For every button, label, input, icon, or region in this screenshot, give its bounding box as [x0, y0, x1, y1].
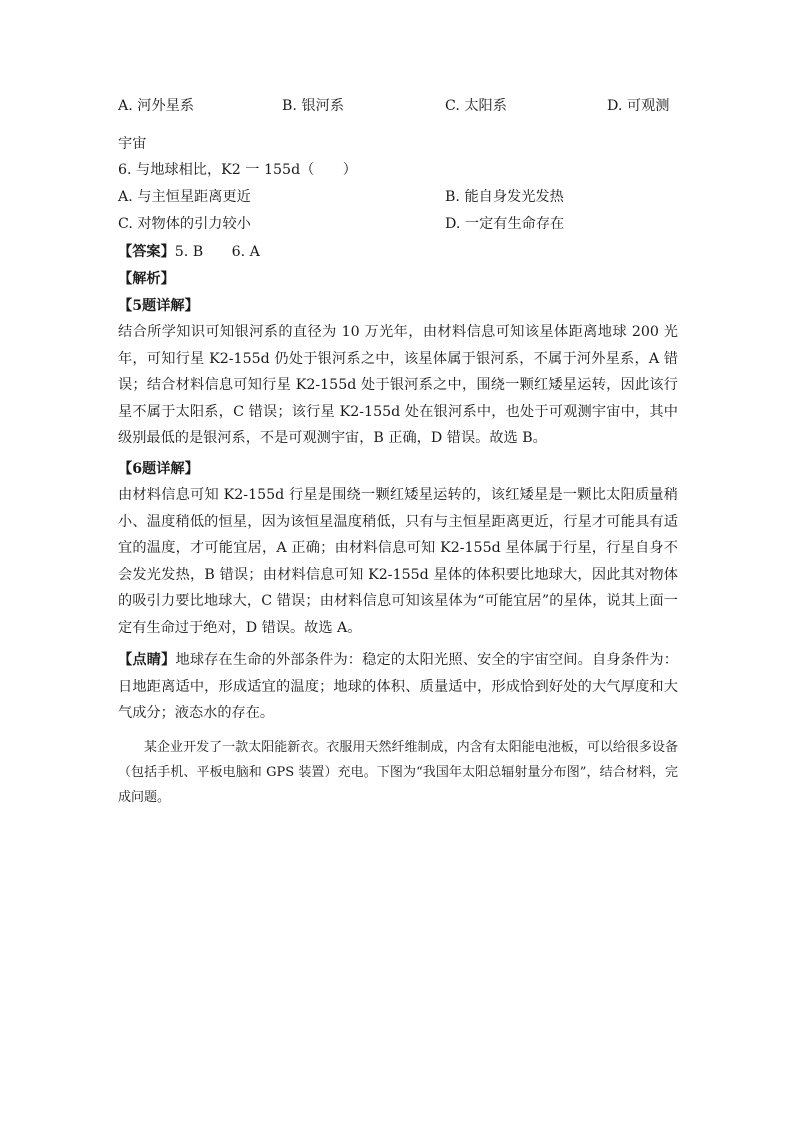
q6-stem: 6. 与地球相比，K2 一 155d（ ） [118, 162, 357, 178]
key-point [118, 647, 678, 727]
q5-option-d: D. 可观测 [607, 98, 670, 114]
q6-detail-text: 由材料信息可知 K2-155d 行星是围绕一颗红矮星运转的，该红矮星是一颗比太阳质量稍小、温度稍低的恒星，因为该恒星温度稍低，只有与主恒星距离更近，行星才可能具有适宜的温度，才可能宜居，A 正确；由材料信息可知 K2-155d 星体属于行星，行星自身不会发光发热，B 错误；由材料信息可知 K2-155d 星体的体积要比地球大，因此其对物体的吸引力要比地球大，C 错误；由材料信息可知该星体为“可能宜居”的星体，说其上面一定有生命过于绝对，D 错误。故选 A。 [118, 487, 678, 636]
q6-option-d: D. 一定有生命存在 [445, 216, 565, 232]
answer-text: 5. B 6. A [174, 244, 260, 260]
q5-option-d-continuation: 宇宙 [118, 136, 147, 152]
q5-option-a: A. 河外星系 [118, 98, 195, 114]
analysis-label: 【解析】 [118, 271, 175, 287]
q6-option-a: A. 与主恒星距离更近 [118, 189, 251, 205]
q6-option-c: C. 对物体的引力较小 [118, 216, 251, 232]
q6-option-b: B. 能自身发光发热 [445, 189, 564, 205]
q5-detail-text: 结合所学知识可知银河系的直径为 10 万光年，由材料信息可知该星体距离地球 200 光年，可知行星 K2-155d 仍处于银河系之中，该星体属于银河系，不属于河外星系，A 错误；结合材料信息可知行星 K2-155d 处于银河系之中，围绕一颗红矮星运转，因此该行星不属于太阳系，C 错误；该行星 K2-155d 处在银河系中，也处于可观测宇宙中，其中级别最低的是银河系，不是可观测宇宙，B 正确，D 错误。故选 B。 [118, 324, 678, 447]
answer-label: 【答案】 [118, 244, 175, 260]
key-point-label: 【点睛】 [118, 652, 176, 668]
q5-option-b: B. 银河系 [282, 98, 345, 114]
q6-detail-label: 【6题详解】 [118, 461, 199, 477]
answer-line [118, 242, 260, 262]
key-point-text: 地球存在生命的外部条件为：稳定的太阳光照、安全的宇宙空间。自身条件为：日地距离适中，形成适宜的温度；地球的体积、质量适中，形成恰到好处的大气厚度和大气成分；液态水的存在。 [118, 652, 678, 722]
material-paragraph: 某企业开发了一款太阳能新衣。衣服用天然纤维制成，内含有太阳能电池板，可以给很多设备（包括手机、平板电脑和 GPS 装置）充电。下图为“我国年太阳总辐射量分布图”，结合材料，完成问题。 [118, 740, 678, 805]
q5-option-c: C. 太阳系 [445, 98, 507, 114]
q5-detail-label: 【5题详解】 [118, 298, 199, 314]
